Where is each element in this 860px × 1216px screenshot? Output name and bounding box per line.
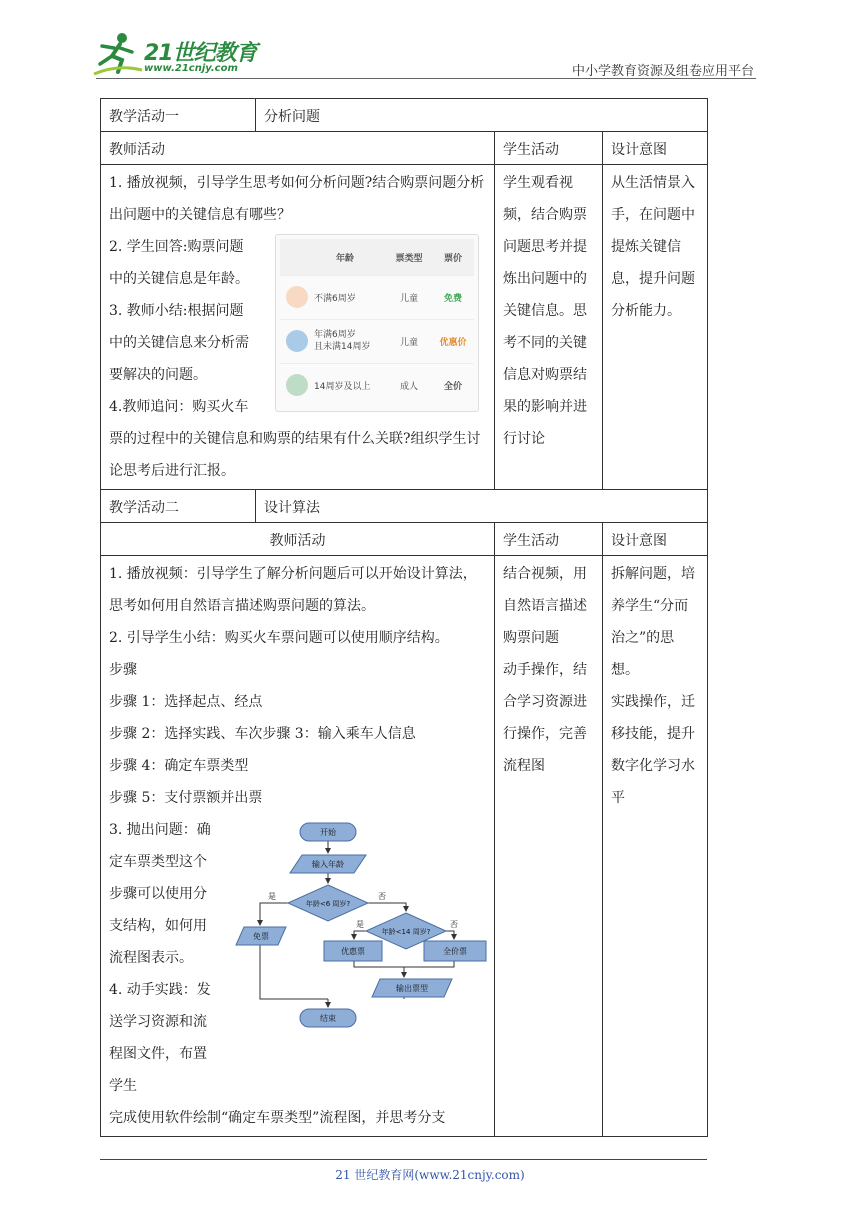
activity1-teacher-step4a: 4.教师追问：购买火车 <box>109 399 249 415</box>
fare-header-price: 票价 <box>443 253 462 264</box>
activity1-column-header-row <box>101 132 708 165</box>
logo-text: 21世纪教育 <box>144 41 257 66</box>
activity1-teacher-step1: 1. 播放视频，引导学生思考如何分析问题?结合购票问题分析出问题中的关键信息有哪些？ <box>109 175 485 223</box>
activity2-col-intent: 设计意图 <box>603 523 708 556</box>
fare-row-price: 免费 <box>443 293 462 304</box>
activity1-teacher-step2a: 2. 学生回答:购票问题 <box>109 239 244 255</box>
activity2-teacher-p4d: 学生 <box>109 1078 137 1094</box>
activity2-column-header-row <box>101 523 708 556</box>
activity2-teacher-q3a: 3. 抛出问题：确 <box>109 822 211 838</box>
fare-header-age: 年龄 <box>335 253 354 264</box>
activity1-teacher-step3a: 3. 教师小结:根据问题 <box>109 303 244 319</box>
flowchart-no-label-2: 否 <box>450 920 458 929</box>
activity1-label: 教学活动一 <box>101 99 256 132</box>
flowchart-yes-label-2: 是 <box>356 920 364 929</box>
flowchart-yes-label-1: 是 <box>268 892 276 901</box>
flowchart-output-label: 输出票型 <box>396 984 428 993</box>
fare-row-price: 优惠价 <box>439 337 467 348</box>
flowchart-free-label: 免票 <box>253 932 269 941</box>
activity2-label: 教学活动二 <box>101 490 256 523</box>
activity1-student-cell: 学生观看视频，结合购票问题思考并提炼出问题中的关键信息。思考不同的关键信息对购票结果的影响并进行讨论 <box>495 165 603 490</box>
fare-row-price: 全价 <box>443 381 462 392</box>
flowchart-start-label: 开始 <box>320 828 336 837</box>
flowchart-no-label-1: 否 <box>378 892 386 901</box>
fare-row-under6 <box>280 275 474 320</box>
activity2-teacher-line2: 2. 引导学生小结：购买火车票问题可以使用顺序结构。 <box>109 630 449 646</box>
activity2-student-p2: 动手操作，结合学习资源进行操作，完善流程图 <box>503 662 587 774</box>
activity1-col-teacher: 教师活动 <box>101 132 495 165</box>
fare-row-14plus <box>280 363 474 407</box>
activity2-student-p1: 结合视频，用自然语言描述购票问题 <box>503 566 587 646</box>
activity2-title-row <box>101 490 708 523</box>
activity2-intent-p1: 拆解问题，培养学生“分而治之”的思想。 <box>611 566 695 678</box>
activity2-teacher-step2-3: 步骤 2：选择实践、车次步骤 3：输入乘车人信息 <box>109 726 416 742</box>
fare-row-age: 不满6周岁 <box>314 293 356 304</box>
activity2-teacher-q3c: 步骤可以使用分 <box>109 886 207 902</box>
flowchart-end-label: 结束 <box>320 1014 336 1023</box>
activity2-teacher-p4c: 程图文件，布置 <box>109 1046 207 1062</box>
child-avatar-icon <box>286 330 308 352</box>
fare-row-type: 儿童 <box>399 293 418 304</box>
fare-row-type: 儿童 <box>399 337 418 348</box>
activity2-col-student: 学生活动 <box>495 523 603 556</box>
fare-row-type: 成人 <box>399 381 418 392</box>
activity2-teacher-line10: 完成使用软件绘制“确定车票类型”流程图，并思考分支 <box>109 1110 446 1126</box>
fare-row-age-line2: 且未满14周岁 <box>314 342 371 352</box>
header-divider <box>96 78 756 79</box>
fare-row-6to14 <box>280 319 474 364</box>
flowchart-full-label: 全价票 <box>443 947 467 956</box>
activity1-teacher-step4b: 票的过程中的关键信息和购票的结果有什么关联?组织学生讨论思考后进行汇报。 <box>109 431 481 479</box>
ticket-type-flowchart <box>232 815 492 1035</box>
activity2-title: 设计算法 <box>256 490 708 523</box>
runner-logo-icon <box>92 30 144 76</box>
activity2-teacher-q3e: 流程图表示。 <box>109 950 193 966</box>
flowchart-shapes <box>236 823 486 1027</box>
activity2-teacher-line3: 步骤 <box>109 662 137 678</box>
activity2-intent-cell <box>603 556 708 1137</box>
flowchart-discount-label: 优惠票 <box>341 947 365 956</box>
activity1-intent-cell: 从生活情景入手，在问题中提炼关键信息，提升问题分析能力。 <box>603 165 708 490</box>
fare-header-row <box>280 239 474 276</box>
activity2-teacher-step4: 步骤 4：确定车票类型 <box>109 758 249 774</box>
adult-avatar-icon <box>286 374 308 396</box>
activity1-teacher-step3c: 要解决的问题。 <box>109 367 207 383</box>
activity2-teacher-p4b: 送学习资源和流 <box>109 1014 207 1030</box>
page-footer: 21 世纪教育网(www.21cnjy.com) <box>335 1168 525 1182</box>
page-header <box>0 0 860 80</box>
activity2-teacher-q3b: 定车票类型这个 <box>109 854 207 870</box>
activity1-teacher-step3b: 中的关键信息来分析需 <box>109 335 249 351</box>
activity2-teacher-p4a: 4. 动手实践：发 <box>109 982 211 998</box>
flowchart-cond2-label: 年龄<14 周岁? <box>381 928 431 936</box>
activity1-title-row <box>101 99 708 132</box>
fare-row-age <box>314 319 384 363</box>
activity2-teacher-step1: 步骤 1：选择起点、经点 <box>109 694 263 710</box>
fare-header-type: 票类型 <box>395 253 423 264</box>
activity2-teacher-line1: 1. 播放视频：引导学生了解分析问题后可以开始设计算法，思考如何用自然语言描述购票问题的算法。 <box>109 566 477 614</box>
activity2-teacher-step5: 步骤 5：支付票额并出票 <box>109 790 263 806</box>
activity1-col-student: 学生活动 <box>495 132 603 165</box>
fare-row-age-line1: 年满6周岁 <box>314 330 356 340</box>
activity2-col-teacher: 教师活动 <box>101 523 495 556</box>
activity2-student-cell <box>495 556 603 1137</box>
activity1-title: 分析问题 <box>256 99 708 132</box>
footer-divider <box>100 1159 707 1160</box>
site-logo <box>92 30 262 80</box>
activity1-teacher-step2b: 中的关键信息是年龄。 <box>109 271 249 287</box>
fare-table-image <box>275 234 479 412</box>
flowchart-input-label: 输入年龄 <box>312 860 344 869</box>
baby-avatar-icon <box>286 286 308 308</box>
activity2-intent-p2: 实践操作，迁移技能，提升数字化学习水平 <box>611 694 695 806</box>
activity1-col-intent: 设计意图 <box>603 132 708 165</box>
fare-row-age: 14周岁及以上 <box>314 381 371 392</box>
activity2-teacher-q3d: 支结构，如何用 <box>109 918 207 934</box>
logo-url: www.21cnjy.com <box>144 63 238 74</box>
platform-name: 中小学教育资源及组卷应用平台 <box>571 64 754 79</box>
flowchart-cond1-label: 年龄<6 周岁? <box>305 900 351 908</box>
